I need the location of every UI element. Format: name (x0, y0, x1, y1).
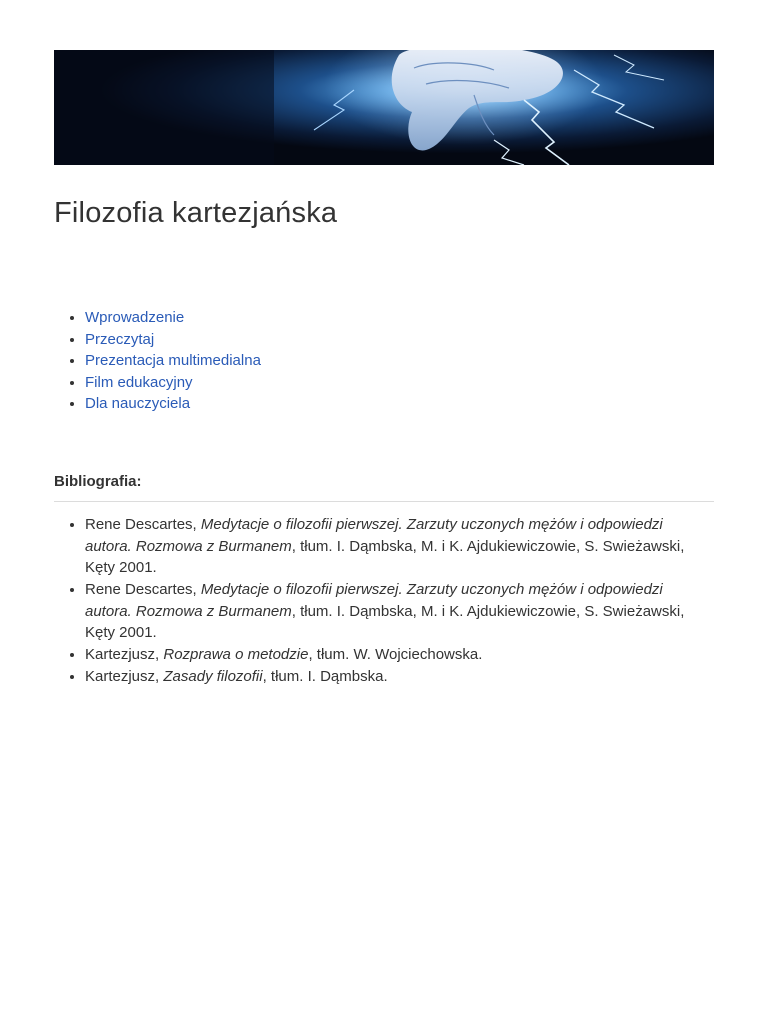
nav-link-film[interactable]: Film edukacyjny (85, 373, 193, 391)
divider (54, 501, 714, 502)
bibliography-entry (85, 666, 697, 688)
entry-author: Kartezjusz, (85, 667, 164, 685)
bibliography-entry (85, 644, 697, 666)
nav-link-przeczytaj[interactable]: Przeczytaj (85, 330, 155, 348)
entry-author: Rene Descartes, (85, 515, 201, 533)
nav-link-prezentacja[interactable]: Prezentacja multimedialna (85, 352, 261, 370)
entry-title: Rozprawa o metodzie (163, 646, 309, 664)
bibliography-list (54, 514, 697, 688)
list-item (85, 372, 714, 394)
entry-author: Rene Descartes, (85, 581, 201, 599)
section-nav-list (54, 307, 714, 415)
list-item (85, 393, 714, 415)
entry-title: Medytacje o filozofii pierwszej. Zarzuty uczonych mężów i odpowiedzi autora. Rozmowa z Burmanem (85, 515, 663, 555)
page-content (54, 50, 714, 688)
page-title: Filozofia kartezjańska (54, 197, 338, 229)
entry-details: , tłum. I. Dąmbska. (262, 667, 388, 685)
entry-title: Zasady filozofii (163, 667, 263, 685)
list-item (85, 329, 714, 351)
banner-image (54, 50, 714, 165)
bibliography-heading: Bibliografia: (54, 472, 142, 490)
bibliography-entry (85, 514, 697, 579)
bibliography-entry (85, 579, 697, 644)
entry-details: , tłum. I. Dąmbska, M. i K. Ajdukiewiczowie, S. Swieżawski, Kęty 2001. (85, 537, 685, 577)
nav-link-dla-nauczyciela[interactable]: Dla nauczyciela (85, 395, 191, 413)
entry-details: , tłum. W. Wojciechowska. (308, 646, 483, 664)
entry-title: Medytacje o filozofii pierwszej. Zarzuty uczonych mężów i odpowiedzi autora. Rozmowa z Burmanem (85, 581, 663, 620)
entry-author: Kartezjusz, (85, 646, 164, 664)
entry-details: , tłum. I. Dąmbska, M. i K. Ajdukiewiczowie, S. Swieżawski, Kęty 2001. (85, 602, 685, 642)
nav-link-wprowadzenie[interactable]: Wprowadzenie (85, 309, 185, 326)
list-item (85, 307, 714, 329)
list-item (85, 350, 714, 372)
